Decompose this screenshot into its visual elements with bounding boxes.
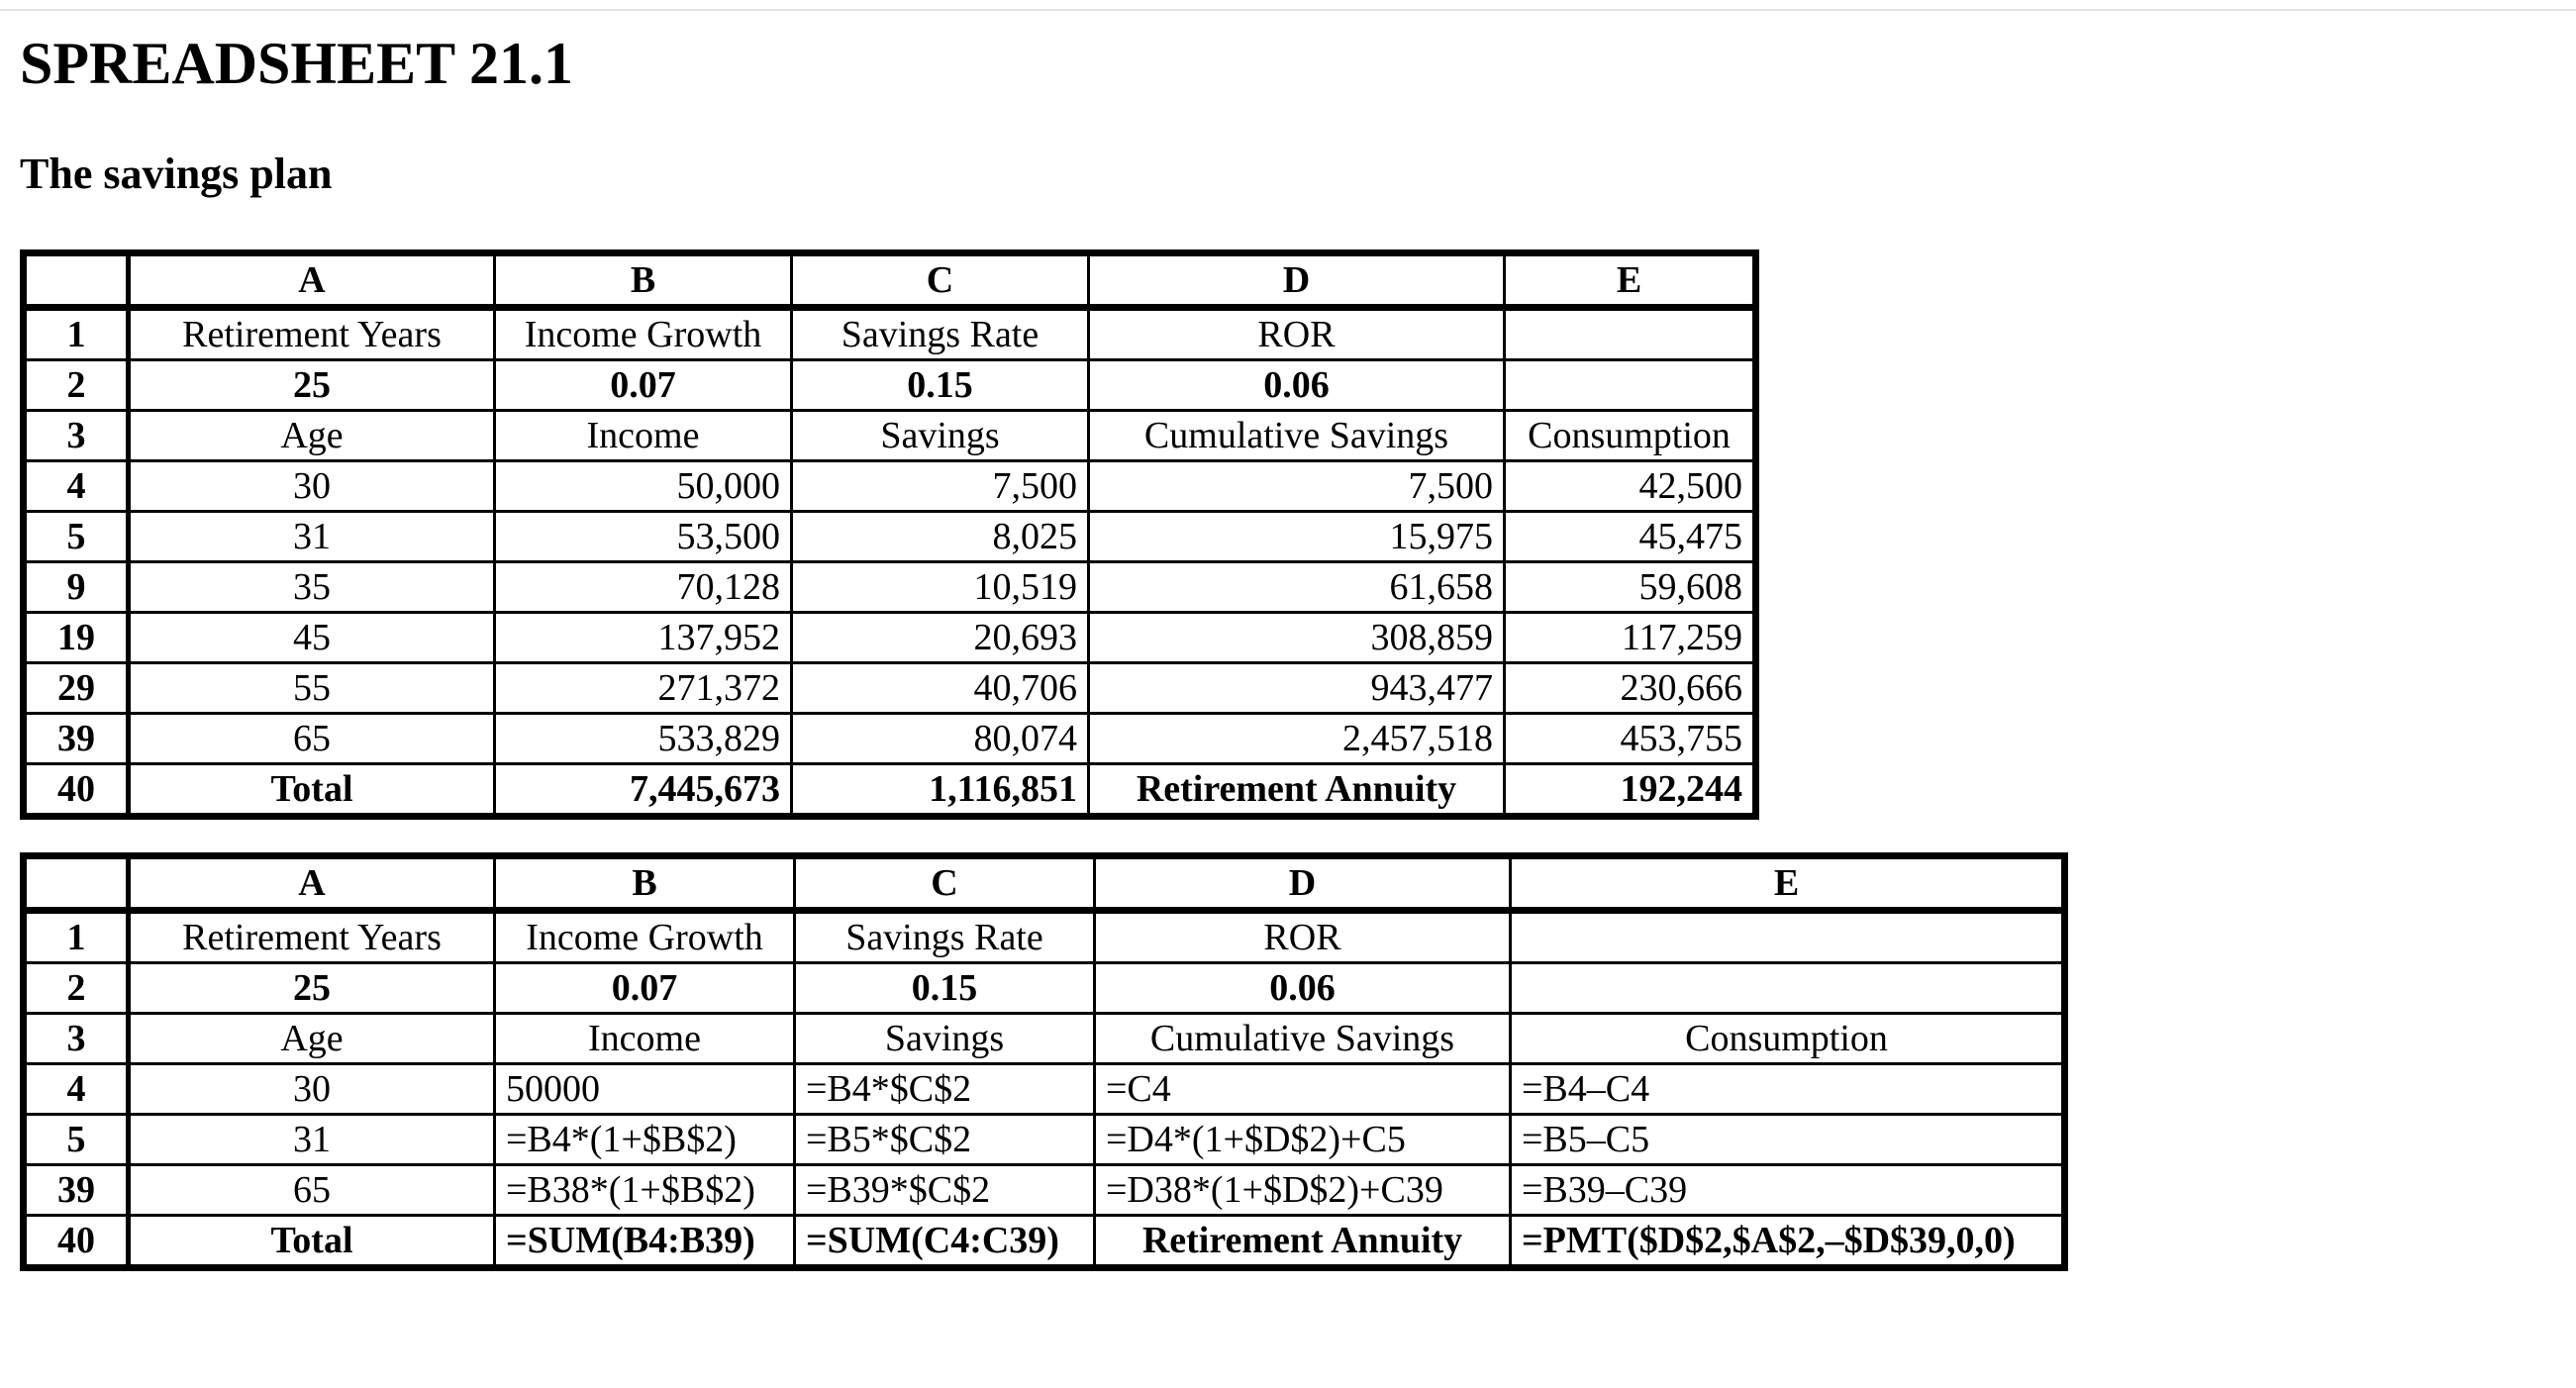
cell-b29: 271,372 <box>495 663 792 714</box>
cell-b1: Income Growth <box>495 911 795 963</box>
cell-e2 <box>1511 963 2065 1014</box>
cell-a9: 35 <box>129 562 495 613</box>
formulas-spreadsheet <box>20 852 2068 1271</box>
cell-c1: Savings Rate <box>795 911 1095 963</box>
column-header-row <box>24 856 2065 911</box>
cell-a40: Total <box>129 1216 495 1268</box>
cell-a5: 31 <box>129 1115 495 1165</box>
sheet-row <box>24 360 1756 411</box>
cell-a2: 25 <box>129 963 495 1014</box>
cell-a29: 55 <box>129 663 495 714</box>
cell-e40: =PMT($D$2,$A$2,–$D$39,0,0) <box>1511 1216 2065 1268</box>
row-number: 9 <box>24 562 129 613</box>
cell-b2: 0.07 <box>495 360 792 411</box>
cell-c9: 10,519 <box>792 562 1089 613</box>
top-divider <box>0 9 2576 11</box>
cell-b39: 533,829 <box>495 714 792 764</box>
corner-cell <box>24 253 129 308</box>
cell-c2: 0.15 <box>792 360 1089 411</box>
cell-b1: Income Growth <box>495 308 792 360</box>
cell-b19: 137,952 <box>495 613 792 663</box>
column-header-row <box>24 253 1756 308</box>
cell-e3: Consumption <box>1511 1014 2065 1064</box>
row-number: 39 <box>24 1165 129 1216</box>
row-number: 39 <box>24 714 129 764</box>
sheet-row <box>24 764 1756 817</box>
cell-b3: Income <box>495 411 792 461</box>
cell-e39: 453,755 <box>1505 714 1756 764</box>
cell-e19: 117,259 <box>1505 613 1756 663</box>
cell-b3: Income <box>495 1014 795 1064</box>
row-number: 19 <box>24 613 129 663</box>
cell-a4: 30 <box>129 461 495 512</box>
cell-a39: 65 <box>129 714 495 764</box>
sheet-row <box>24 308 1756 360</box>
row-number: 29 <box>24 663 129 714</box>
row-number: 2 <box>24 963 129 1014</box>
values-spreadsheet-body <box>24 253 1756 817</box>
cell-e5: 45,475 <box>1505 512 1756 562</box>
cell-c4: =B4*$C$2 <box>795 1064 1095 1115</box>
cell-d9: 61,658 <box>1089 562 1505 613</box>
cell-e2 <box>1505 360 1756 411</box>
cell-a2: 25 <box>129 360 495 411</box>
cell-e39: =B39–C39 <box>1511 1165 2065 1216</box>
cell-b5: =B4*(1+$B$2) <box>495 1115 795 1165</box>
cell-b40: =SUM(B4:B39) <box>495 1216 795 1268</box>
cell-c29: 40,706 <box>792 663 1089 714</box>
sheet-row <box>24 512 1756 562</box>
cell-d1: ROR <box>1095 911 1511 963</box>
cell-e1 <box>1511 911 2065 963</box>
row-number: 2 <box>24 360 129 411</box>
page-subtitle: The savings plan <box>20 149 333 198</box>
cell-d2: 0.06 <box>1089 360 1505 411</box>
column-header-b: B <box>495 253 792 308</box>
cell-c19: 20,693 <box>792 613 1089 663</box>
cell-c1: Savings Rate <box>792 308 1089 360</box>
row-number: 1 <box>24 911 129 963</box>
row-number: 3 <box>24 411 129 461</box>
row-number: 1 <box>24 308 129 360</box>
sheet-row <box>24 613 1756 663</box>
column-header-b: B <box>495 856 795 911</box>
cell-c3: Savings <box>795 1014 1095 1064</box>
column-header-d: D <box>1095 856 1511 911</box>
cell-c2: 0.15 <box>795 963 1095 1014</box>
row-number: 40 <box>24 1216 129 1268</box>
cell-b2: 0.07 <box>495 963 795 1014</box>
row-number: 3 <box>24 1014 129 1064</box>
sheet-row <box>24 1115 2065 1165</box>
sheet-row <box>24 1014 2065 1064</box>
cell-e4: 42,500 <box>1505 461 1756 512</box>
sheet-row <box>24 1165 2065 1216</box>
cell-b40: 7,445,673 <box>495 764 792 817</box>
cell-d39: =D38*(1+$D$2)+C39 <box>1095 1165 1511 1216</box>
cell-e3: Consumption <box>1505 411 1756 461</box>
corner-cell <box>24 856 129 911</box>
cell-c40: 1,116,851 <box>792 764 1089 817</box>
cell-c4: 7,500 <box>792 461 1089 512</box>
cell-b9: 70,128 <box>495 562 792 613</box>
cell-b4: 50,000 <box>495 461 792 512</box>
cell-d2: 0.06 <box>1095 963 1511 1014</box>
cell-a19: 45 <box>129 613 495 663</box>
cell-e5: =B5–C5 <box>1511 1115 2065 1165</box>
cell-d5: =D4*(1+$D$2)+C5 <box>1095 1115 1511 1165</box>
cell-d3: Cumulative Savings <box>1095 1014 1511 1064</box>
cell-d4: 7,500 <box>1089 461 1505 512</box>
cell-d29: 943,477 <box>1089 663 1505 714</box>
cell-d19: 308,859 <box>1089 613 1505 663</box>
cell-a4: 30 <box>129 1064 495 1115</box>
cell-a3: Age <box>129 411 495 461</box>
cell-a3: Age <box>129 1014 495 1064</box>
cell-d40: Retirement Annuity <box>1089 764 1505 817</box>
row-number: 5 <box>24 512 129 562</box>
column-header-c: C <box>795 856 1095 911</box>
column-header-d: D <box>1089 253 1505 308</box>
cell-e29: 230,666 <box>1505 663 1756 714</box>
cell-b39: =B38*(1+$B$2) <box>495 1165 795 1216</box>
cell-a39: 65 <box>129 1165 495 1216</box>
row-number: 4 <box>24 461 129 512</box>
sheet-row <box>24 1216 2065 1268</box>
sheet-row <box>24 714 1756 764</box>
cell-d5: 15,975 <box>1089 512 1505 562</box>
cell-a40: Total <box>129 764 495 817</box>
column-header-e: E <box>1511 856 2065 911</box>
sheet-row <box>24 911 2065 963</box>
sheet-row <box>24 1064 2065 1115</box>
column-header-c: C <box>792 253 1089 308</box>
column-header-a: A <box>129 253 495 308</box>
cell-c3: Savings <box>792 411 1089 461</box>
row-number: 4 <box>24 1064 129 1115</box>
cell-a5: 31 <box>129 512 495 562</box>
cell-e40: 192,244 <box>1505 764 1756 817</box>
sheet-row <box>24 411 1756 461</box>
cell-d1: ROR <box>1089 308 1505 360</box>
column-header-a: A <box>129 856 495 911</box>
cell-c40: =SUM(C4:C39) <box>795 1216 1095 1268</box>
cell-e4: =B4–C4 <box>1511 1064 2065 1115</box>
cell-e9: 59,608 <box>1505 562 1756 613</box>
cell-c5: 8,025 <box>792 512 1089 562</box>
values-spreadsheet <box>20 249 1759 820</box>
cell-d4: =C4 <box>1095 1064 1511 1115</box>
cell-b5: 53,500 <box>495 512 792 562</box>
page-title: SPREADSHEET 21.1 <box>20 31 574 96</box>
sheet-row <box>24 461 1756 512</box>
cell-c5: =B5*$C$2 <box>795 1115 1095 1165</box>
cell-c39: =B39*$C$2 <box>795 1165 1095 1216</box>
formulas-spreadsheet-body <box>24 856 2065 1268</box>
cell-a1: Retirement Years <box>129 308 495 360</box>
sheet-row <box>24 562 1756 613</box>
cell-b4: 50000 <box>495 1064 795 1115</box>
sheet-row <box>24 663 1756 714</box>
column-header-e: E <box>1505 253 1756 308</box>
row-number: 40 <box>24 764 129 817</box>
cell-d39: 2,457,518 <box>1089 714 1505 764</box>
cell-a1: Retirement Years <box>129 911 495 963</box>
cell-d3: Cumulative Savings <box>1089 411 1505 461</box>
sheet-row <box>24 963 2065 1014</box>
cell-c39: 80,074 <box>792 714 1089 764</box>
cell-e1 <box>1505 308 1756 360</box>
cell-d40: Retirement Annuity <box>1095 1216 1511 1268</box>
row-number: 5 <box>24 1115 129 1165</box>
